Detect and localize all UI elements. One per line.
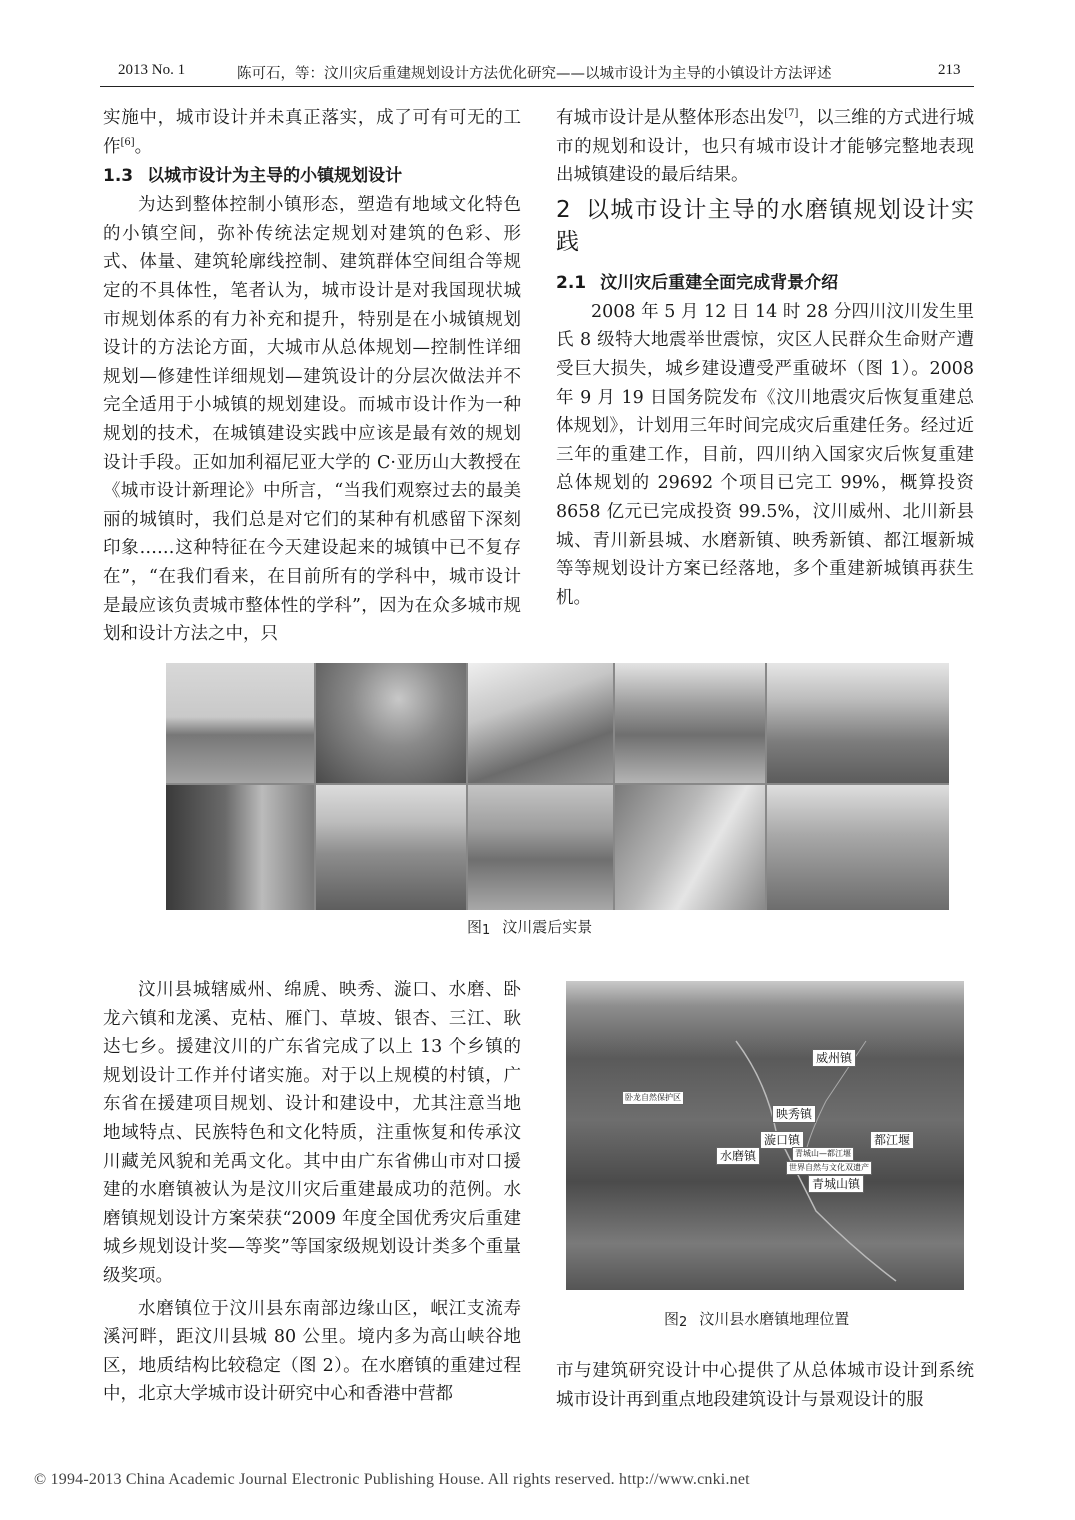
paragraph: 汶川县城辖威州、绵虒、映秀、漩口、水磨、卧龙六镇和龙溪、克枯、雁门、草坡、银杏、三江、耿达七乡。援建汶川的广东省完成了以上 13 个乡镇的规划设计工作并付诸实施。对于以上规模的村镇，广东省在援建项目规划、设计和建设中，尤其注意当地地域特点、民族特色和文化特质，注重恢复和传承汶川藏羌风貌和羌禹文化。其中由广东省佛山市对口援建的水磨镇被认为是汶川灾后重建最成功的范例。水磨镇规划设计方案荣获“2009 年度全国优秀灾后重建城乡规划设计奖—等奖”等国家级规划设计类多个重量级奖项。 bbox=[103, 980, 521, 1286]
page-number: 213 bbox=[938, 62, 961, 78]
paragraph-continued: 市与建筑研究设计中心提供了从总体城市设计到系统城市设计再到重点地段建筑设计与景观设计的服 bbox=[556, 1361, 974, 1410]
label-yingxiu: 映秀镇 bbox=[772, 1105, 816, 1123]
left-column-top bbox=[103, 104, 521, 649]
paragraph: 水磨镇位于汶川县东南部边缘山区，岷江支流寿溪河畔，距汶川县城 80 公里。境内多为高山峡谷地区，地质结构比较稳定（图 2）。在水磨镇的重建过程中，北京大学城市设计研究中心和香港中营都 bbox=[103, 1298, 521, 1405]
label-qingchengshan: 青城山镇 bbox=[808, 1175, 864, 1193]
journal-issue: 2013 No. 1 bbox=[118, 62, 186, 78]
running-title: 陈可石，等：汶川灾后重建规划设计方法优化研究——以城市设计为主导的小镇设计方法评述 bbox=[237, 66, 832, 82]
section-heading-2-1: 2.1 汶川灾后重建全面完成背景介绍 bbox=[556, 272, 839, 293]
figure-2-caption: 图2 汶川县水磨镇地理位置 bbox=[664, 1310, 850, 1330]
right-column-top bbox=[556, 104, 974, 612]
paragraph-continued: 有城市设计是从整体形态出发[7]，以三维的方式进行城市的规划和设计，也只有城市设计才能够完整地表现出城镇建设的最后结果。 bbox=[556, 108, 974, 186]
photo-damaged-house bbox=[767, 663, 949, 783]
photo-collapsed-tank bbox=[468, 663, 613, 783]
paragraph: 2008 年 5 月 12 日 14 时 28 分四川汶川发生里氏 8 级特大地震举世震惊，灾区人民群众生命财产遭受巨大损失，城乡建设遭受严重破坏（图 1）。2008 年 9 月 19 日国务院发布《汶川地震灾后恢复重建总体规划》，计划用三年时间完成灾后重建任务。经过近三年的重建工作，目前，四川纳入国家灾后恢复重建总体规划的 29692 个项目已完工 99%，概算投资 8658 亿元已完成投资 99.5%，汶川威州、北川新县城、青川新县城、水磨新镇、映秀新镇、都江堰新城等等规划设计方案已经落地，多个重建新城镇再获生机。 bbox=[556, 301, 974, 608]
label-wolong: 卧龙自然保护区 bbox=[622, 1091, 684, 1105]
copyright-footer: © 1994-2013 China Academic Journal Electronic Publishing House. All rights reserved. http://www.cnki.net bbox=[34, 1471, 750, 1488]
paragraph-continued: 实施中，城市设计并未真正落实，成了可有可无的工作[6]。 bbox=[103, 108, 521, 157]
photo-landslide-mountain bbox=[316, 663, 466, 783]
section-heading-2: 2 以城市设计主导的水磨镇规划设计实践 bbox=[556, 196, 974, 255]
photo-damaged-buildings bbox=[166, 663, 314, 783]
left-column-bottom bbox=[103, 976, 521, 1409]
label-heritage-1: 青城山—都江堰 bbox=[792, 1147, 854, 1161]
figure-2-terrain-map bbox=[566, 981, 964, 1290]
photo-valley-town bbox=[615, 663, 765, 783]
label-dujiangyan: 都江堰 bbox=[870, 1131, 914, 1149]
photo-leaning-building bbox=[615, 785, 765, 910]
label-heritage-2: 世界自然与文化双遗产 bbox=[786, 1161, 872, 1175]
photo-interior-ruins bbox=[166, 785, 314, 910]
paragraph: 为达到整体控制小镇形态，塑造有地域文化特色的小镇空间，弥补传统法定规划对建筑的色彩、形式、体量、建筑轮廓线控制、建筑群体空间组合等规定的不具体性，笔者认为，城市设计是对我国现状城市规划体系的有力补充和提升，特别是在小城镇规划设计的方法论方面，大城市从总体规划—控制性详细规划—修建性详细规划—建筑设计的分层次做法并不完全适用于小城镇的规划建设。而城市设计作为一种规划的技术，在城镇建设实践中应该是最有效的规划设计手段。正如加利福尼亚大学的 C·亚历山大教授在《城市设计新理论》中所言，“当我们观察过去的最美丽的城镇时，我们总是对它们的某种有机感留下深刻印象……这种特征在今天建设起来的城镇中已不复存在”，“在我们看来，在目前所有的学科中，城市设计是最应该负责城市整体性的学科”，因为在众多城市规划和设计方法之中，只 bbox=[103, 195, 521, 645]
label-shuimo: 水磨镇 bbox=[716, 1147, 760, 1165]
label-weizhou: 威州镇 bbox=[812, 1049, 856, 1067]
figure-1-photo-grid bbox=[166, 663, 949, 910]
photo-people-walking bbox=[316, 785, 466, 910]
header-rule bbox=[100, 86, 974, 87]
label-xuankou: 漩口镇 bbox=[760, 1131, 804, 1149]
photo-cleared-site bbox=[767, 785, 949, 910]
figure-1-caption: 图1 汶川震后实景 bbox=[467, 918, 593, 938]
photo-rubble-field bbox=[468, 785, 613, 910]
right-column-bottom bbox=[556, 1357, 974, 1414]
section-heading-1-3: 1.3 以城市设计为主导的小镇规划设计 bbox=[103, 166, 403, 187]
